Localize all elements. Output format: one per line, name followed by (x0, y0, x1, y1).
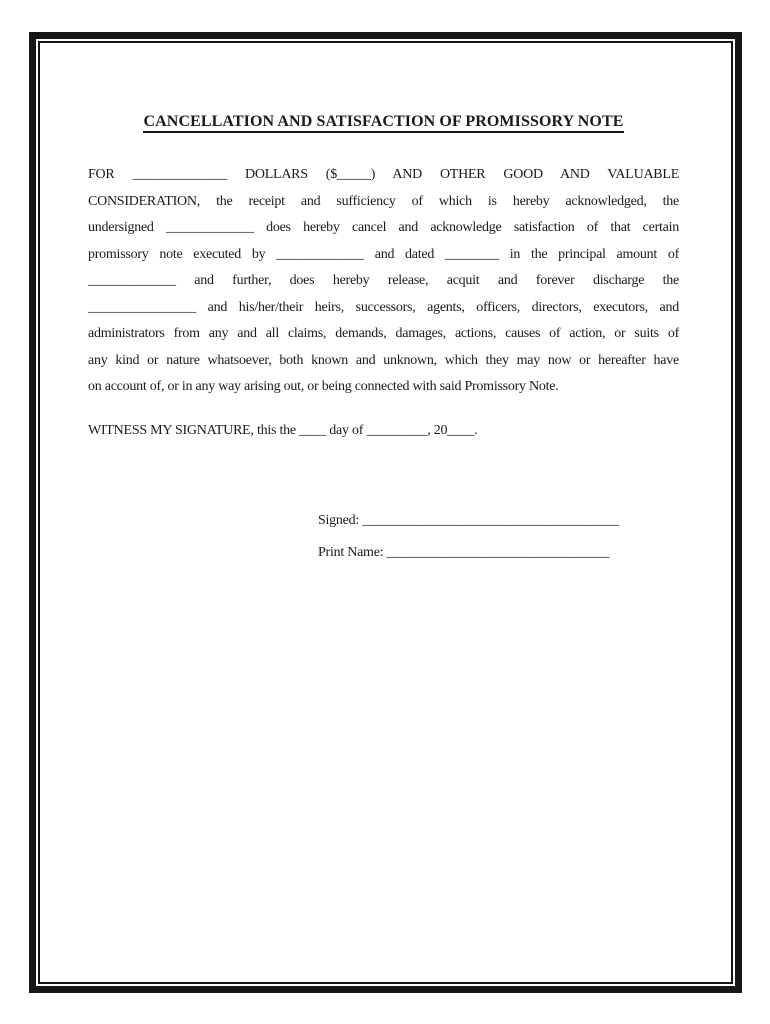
document-content (40, 43, 731, 982)
print-name-row (318, 539, 679, 566)
print-name-label: Print Name: (318, 544, 384, 560)
body-paragraph (88, 162, 679, 401)
paragraph-line-4: promissory note executed by _____________ and dated ________ in the principal amount of (88, 246, 679, 262)
paragraph-line-5: _____________ and further, does hereby release, acquit and forever discharge the (88, 273, 679, 288)
paragraph-line-9: on account of, or in any way arising out, or being connected with said Promissory Note. (88, 379, 559, 394)
paragraph-line-6: ________________ and his/her/their heirs, successors, agents, officers, directors, executors, and (88, 299, 679, 315)
signed-row (318, 507, 679, 534)
document-title-text: CANCELLATION AND SATISFACTION OF PROMISSORY NOTE (143, 113, 623, 133)
print-name-blank-line: _________________________________ (386, 544, 610, 560)
document-inner-border (38, 41, 733, 984)
document-title (88, 105, 679, 132)
paragraph-line-1: FOR ______________ DOLLARS ($_____) AND OTHER GOOD AND VALUABLE (88, 167, 679, 182)
paragraph-line-2: CONSIDERATION, the receipt and sufficiency of which is hereby acknowledged, the (88, 193, 679, 209)
paragraph-line-3: undersigned _____________ does hereby cancel and acknowledge satisfaction of that certain (88, 220, 679, 235)
paragraph-line-8: any kind or nature whatsoever, both known and unknown, which they may now or hereafter have (88, 352, 679, 368)
paragraph-line-7: administrators from any and all claims, demands, damages, actions, causes of action, or suits of (88, 326, 679, 341)
document-border-frame (29, 32, 742, 993)
witness-signature-line: WITNESS MY SIGNATURE, this the ____ day of _________, 20____. (88, 422, 478, 438)
signature-block (318, 507, 679, 566)
signed-blank-line: ______________________________________ (362, 512, 619, 528)
signed-label: Signed: (318, 512, 360, 528)
